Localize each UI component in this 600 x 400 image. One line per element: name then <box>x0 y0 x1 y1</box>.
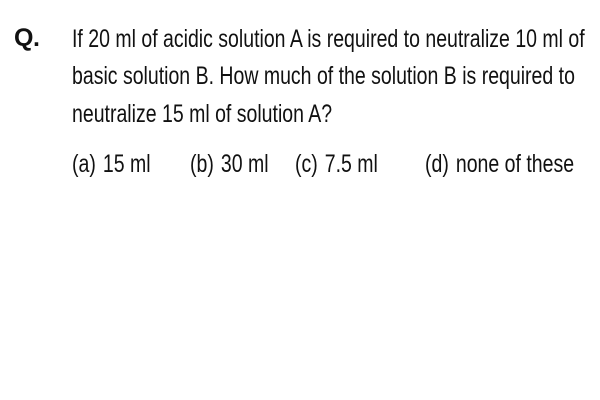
question-text-line: basic solution B. How much of the solution B is required to <box>72 62 575 90</box>
option-label: (b) <box>190 150 214 178</box>
option-value: 30 ml <box>220 150 269 178</box>
question-text-line: If 20 ml of acidic solution A is required to neutralize 10 ml of <box>72 25 585 53</box>
answer-options <box>0 149 600 183</box>
option-value: 7.5 ml <box>324 150 378 178</box>
question-text-line: neutralize 15 ml of solution A? <box>72 100 333 128</box>
option-label: (c) <box>295 150 318 178</box>
option-d <box>425 149 574 180</box>
option-b <box>190 149 269 180</box>
option-label: (a) <box>72 150 96 178</box>
option-c <box>295 149 378 180</box>
question-marker: Q. <box>14 24 40 52</box>
option-label: (d) <box>425 150 449 178</box>
option-a <box>72 149 151 180</box>
option-value: none of these <box>455 150 575 178</box>
option-value: 15 ml <box>102 150 151 178</box>
